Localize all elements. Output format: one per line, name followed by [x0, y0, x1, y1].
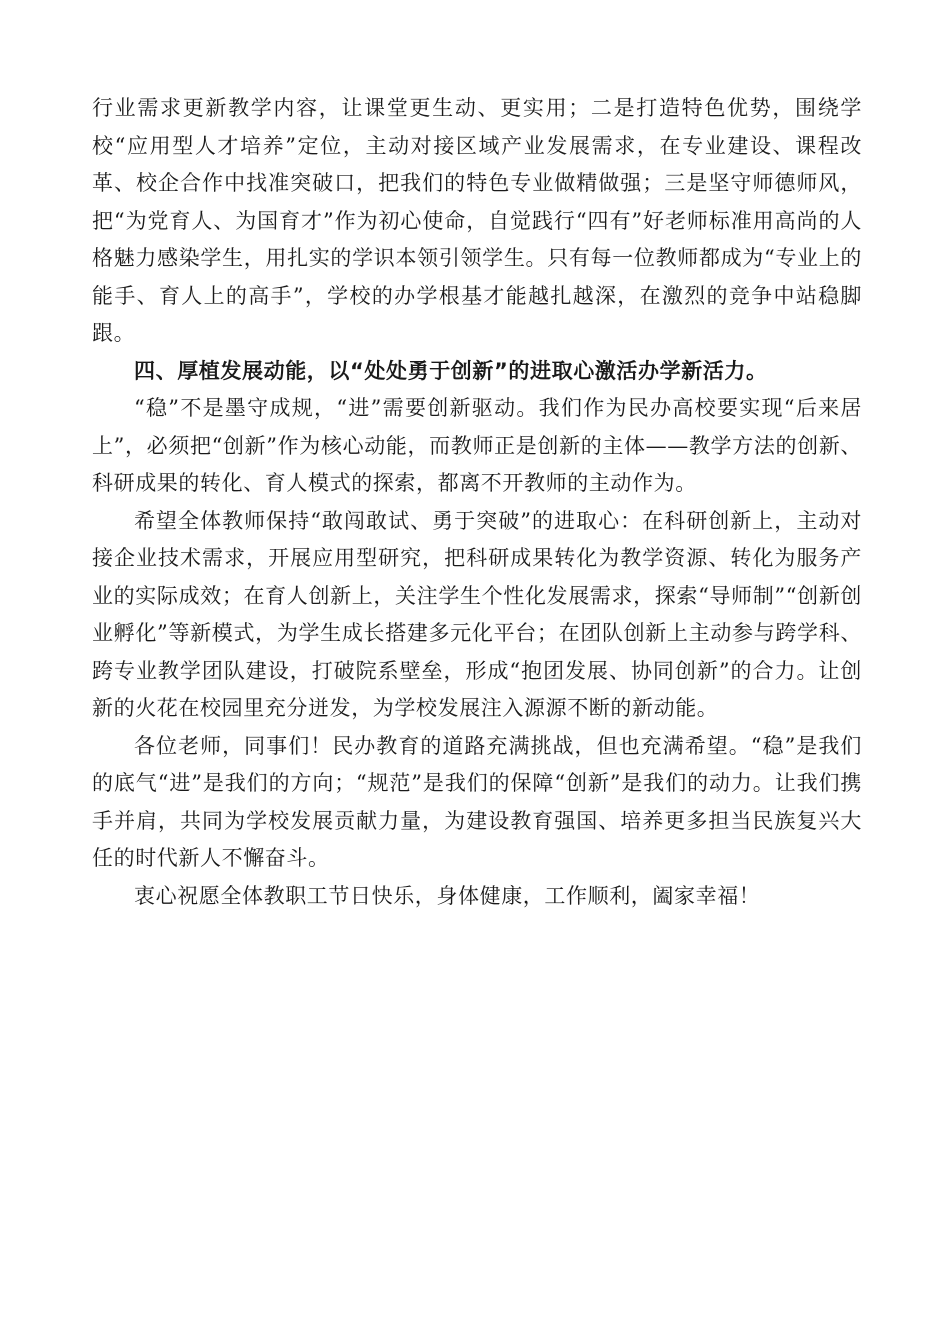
paragraph-holiday-wishes: 衷心祝愿全体教职工节日快乐，身体健康，工作顺利，阖家幸福！ — [134, 883, 761, 908]
continued-paragraph: 行业需求更新教学内容，让课堂更生动、更实用；二是打造特色优势，围绕学校“应用型人才培养”定位，主动对接区域产业发展需求，在专业建设、课程改革、校企合作中找准突破口，把我们的特色专业做精做强；三是坚守师德师风，把“为党育人、为国育才”作为初心使命，自觉践行“四有”好老师标准用高尚的人格魅力感染学生，用扎实的学识本领引领学生。只有每一位教师都成为“专业上的能手、育人上的高手”，学校的办学根基才能越扎越深，在激烈的竞争中站稳脚跟。 — [92, 96, 862, 345]
paragraph-innovation-intro: “稳”不是墨守成规，“进”需要创新驱动。我们作为民办高校要实现“后来居上”，必须把“创新”作为核心动能，而教师正是创新的主体——教学方法的创新、科研成果的转化、育人模式的探索，都离不开教师的主动作为。 — [92, 396, 862, 495]
document-body — [92, 90, 862, 915]
paragraph-closing-appeal: 各位老师，同事们！民办教育的道路充满挑战，但也充满希望。“稳”是我们的底气“进”是我们的方向；“规范”是我们的保障“创新”是我们的动力。让我们携手并肩，共同为学校发展贡献力量，为建设教育强国、培养更多担当民族复兴大任的时代新人不懈奋斗。 — [92, 733, 862, 870]
paragraph-innovation-hopes: 希望全体教师保持“敢闯敢试、勇于突破”的进取心：在科研创新上，主动对接企业技术需求，开展应用型研究，把科研成果转化为教学资源、转化为服务产业的实际成效；在育人创新上，关注学生个性化发展需求，探索“导师制”“创新创业孵化”等新模式，为学生成长搭建多元化平台；在团队创新上主动参与跨学科、跨专业教学团队建设，打破院系壁垒，形成“抱团发展、协同创新”的合力。让创新的火花在校园里充分迸发，为学校发展注入源源不断的新动能。 — [92, 508, 862, 720]
section-heading: 四、厚植发展动能，以“处处勇于创新”的进取心激活办学新活力。 — [134, 358, 768, 383]
